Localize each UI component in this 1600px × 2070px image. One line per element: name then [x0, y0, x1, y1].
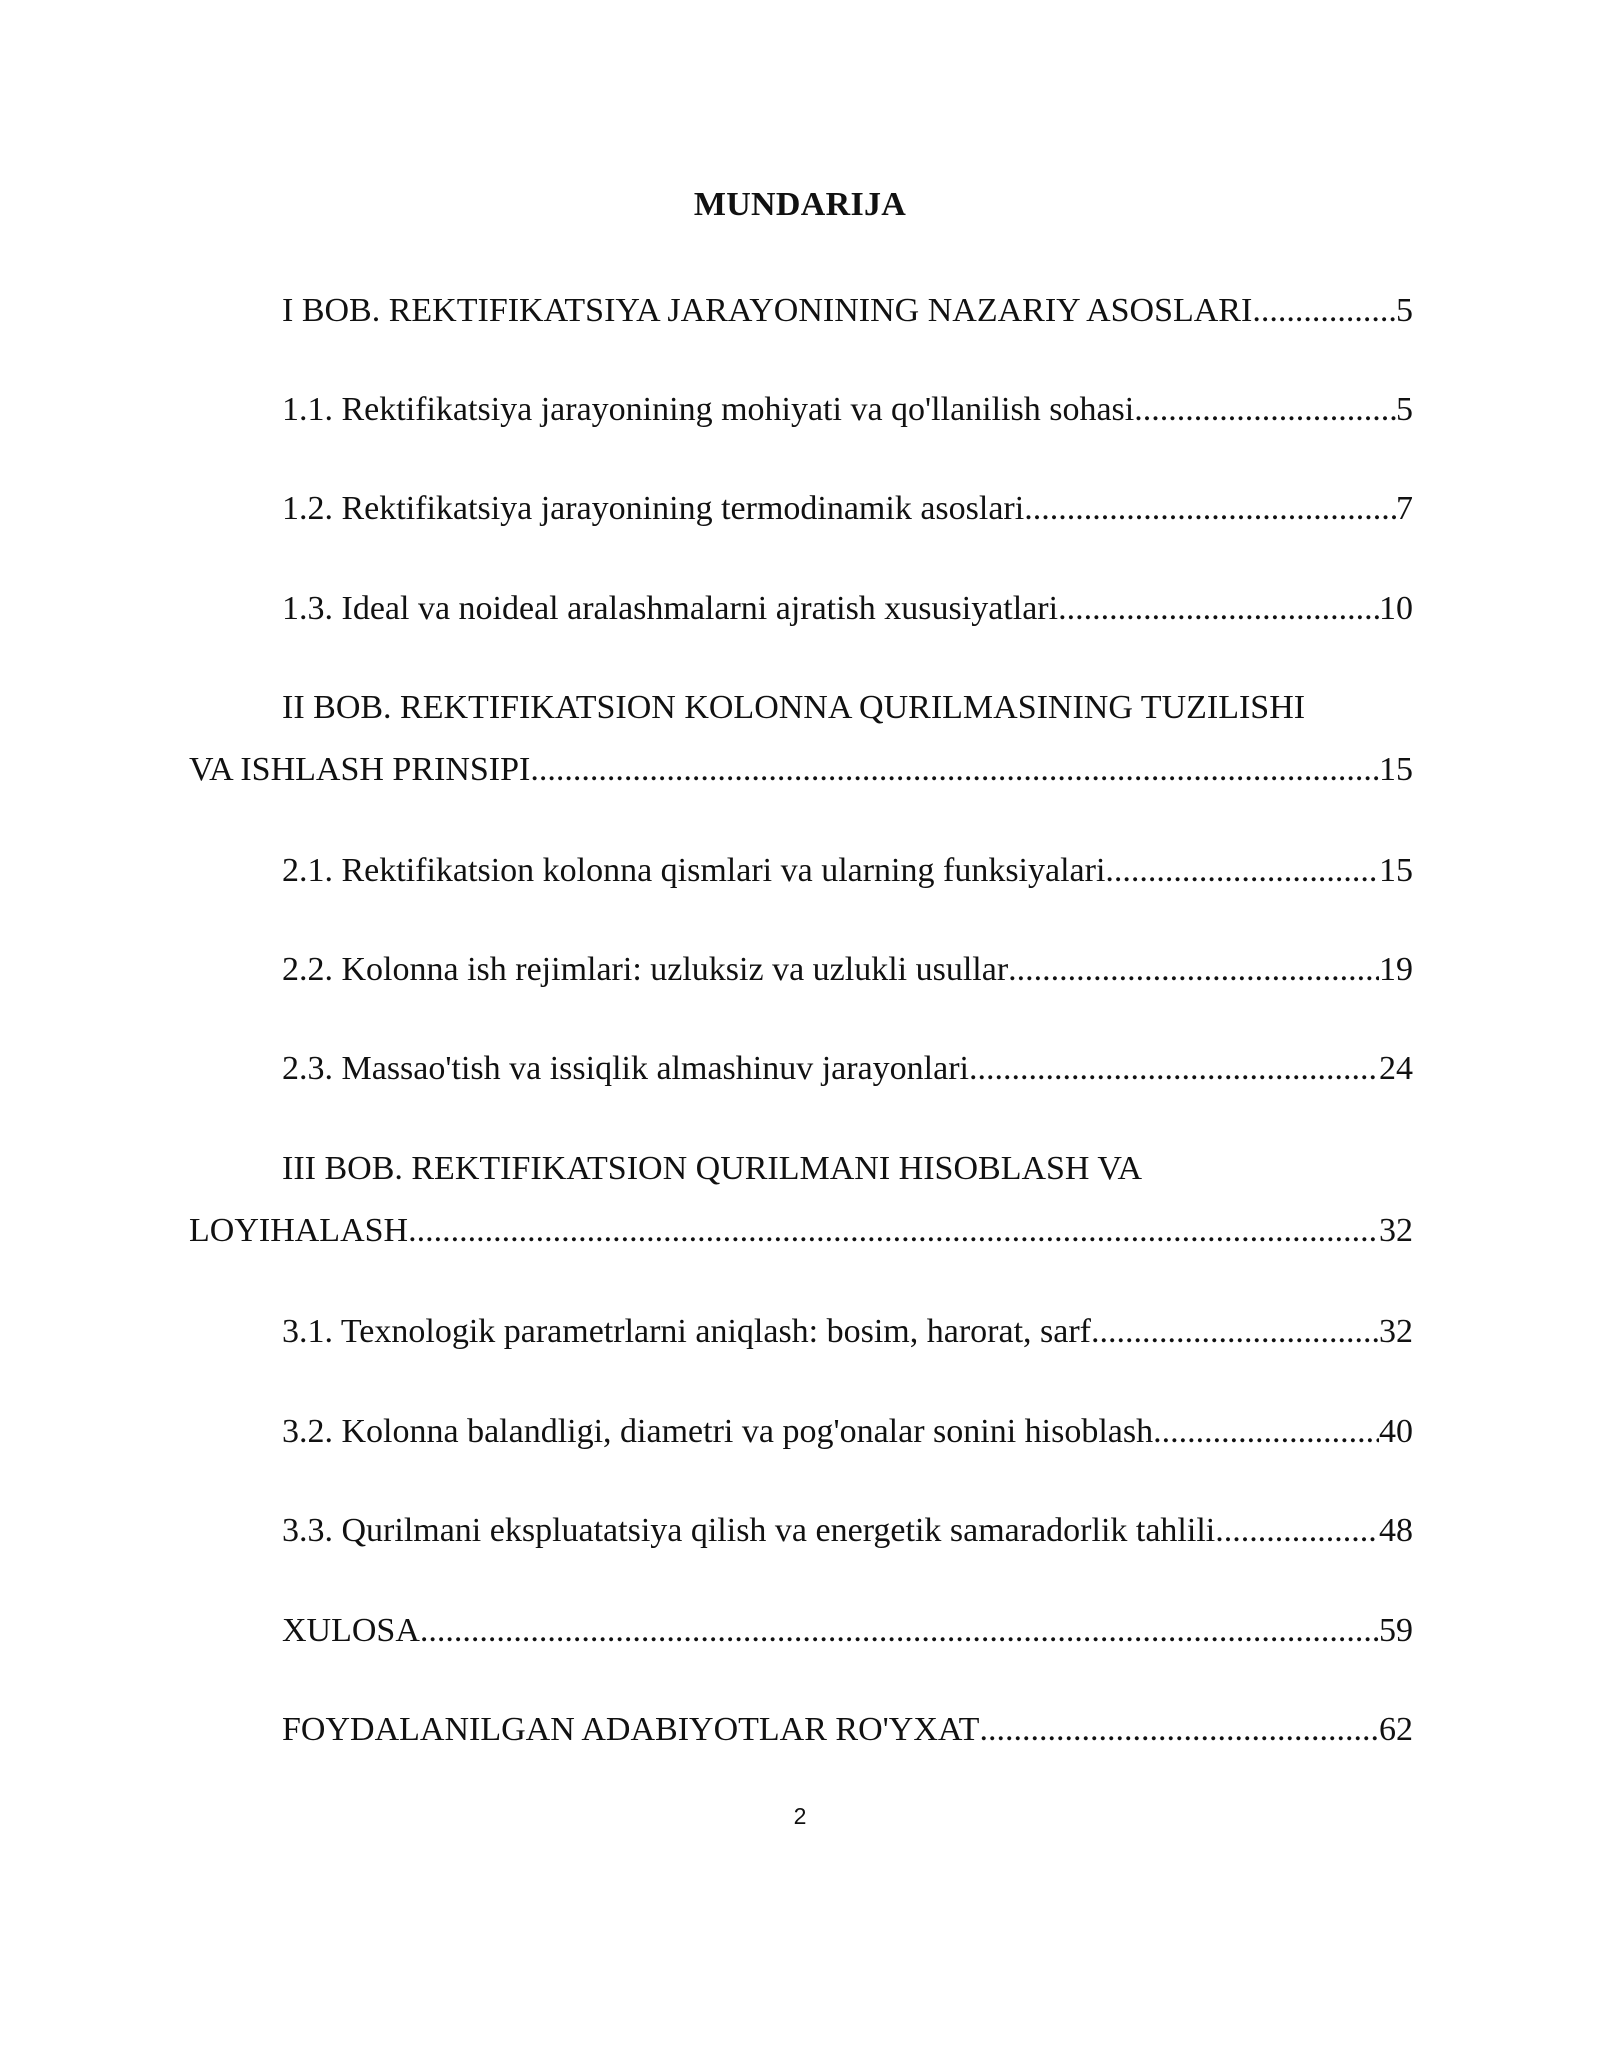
toc-page-number: 24 [1379, 1050, 1413, 1087]
page-footer-number: 2 [793, 1803, 807, 1829]
toc-entry-title: I BOB. REKTIFIKATSIYA JARAYONINING NAZARIY ASOSLARI [282, 292, 1253, 329]
toc-entry-title: 2.3. Massao'tish va issiqlik almashinuv jarayonlari [282, 1050, 969, 1087]
toc-entry-title: 3.1. Texnologik parametrlarni aniqlash: bosim, harorat, sarf [282, 1313, 1091, 1350]
toc-entry-title: 2.1. Rektifikatsion kolonna qismlari va ularning funksiyalari [282, 852, 1106, 889]
toc-entry-section-3-1 [189, 1309, 1413, 1355]
toc-page-number: 15 [1379, 751, 1413, 788]
toc-entry-section-2-3 [189, 1046, 1413, 1092]
toc-page-number: 32 [1379, 1313, 1413, 1350]
toc-page-number: 40 [1379, 1413, 1413, 1450]
toc-dot-leader [530, 747, 1379, 793]
toc-dot-leader [1134, 387, 1396, 433]
toc-page-number: 5 [1396, 391, 1413, 428]
toc-dot-leader [420, 1608, 1379, 1654]
toc-entry-title-line1: II BOB. REKTIFIKATSION KOLONNA QURILMASINING TUZILISHI [282, 689, 1306, 726]
toc-dot-leader [1008, 947, 1379, 993]
toc-dot-leader [979, 1707, 1379, 1753]
toc-entry-title: 1.3. Ideal va noideal aralashmalarni ajratish xususiyatlari [282, 590, 1059, 627]
toc-entry-section-1-2 [189, 486, 1413, 532]
toc-page-number: 62 [1379, 1711, 1413, 1748]
toc-entry-title: XULOSA [282, 1612, 420, 1649]
toc-entry-section-2-1 [189, 848, 1413, 894]
toc-page-number: 5 [1396, 292, 1413, 329]
toc-entry-chapter-2 [189, 685, 1413, 793]
toc-entry-title: 3.2. Kolonna balandligi, diametri va pog'onalar sonini hisoblash [282, 1413, 1154, 1450]
toc-page-number: 32 [1379, 1212, 1413, 1249]
toc-page-number: 19 [1379, 951, 1413, 988]
toc-dot-leader [1215, 1508, 1379, 1554]
toc-entry-title: FOYDALANILGAN ADABIYOTLAR RO'YXAT [282, 1711, 980, 1748]
toc-entry-chapter-3 [189, 1146, 1413, 1254]
toc-entry-title: 2.2. Kolonna ish rejimlari: uzluksiz va uzlukli usullar [282, 951, 1009, 988]
toc-dot-leader [969, 1046, 1379, 1092]
toc-dot-leader [1058, 586, 1379, 632]
toc-entry-title: 1.2. Rektifikatsiya jarayonining termodinamik asoslari [282, 490, 1025, 527]
toc-page-number: 59 [1379, 1612, 1413, 1649]
toc-dot-leader [1024, 486, 1396, 532]
toc-dot-leader [1153, 1409, 1379, 1455]
toc-entry-title: 1.1. Rektifikatsiya jarayonining mohiyati va qo'llanilish sohasi [282, 391, 1135, 428]
toc-page-number: 48 [1379, 1512, 1413, 1549]
toc-entry-references [189, 1707, 1413, 1753]
toc-entry-section-1-3 [189, 586, 1413, 632]
toc-entry-section-1-1 [189, 387, 1413, 433]
toc-dot-leader [408, 1208, 1379, 1254]
toc-entry-section-3-3 [189, 1508, 1413, 1554]
toc-entry-section-3-2 [189, 1409, 1413, 1455]
toc-dot-leader [1252, 288, 1396, 334]
toc-entry-title-line2: VA ISHLASH PRINSIPI [189, 751, 531, 788]
toc-entry-chapter-1 [189, 288, 1413, 334]
page-title: MUNDARIJA [693, 186, 907, 223]
toc-page-number: 7 [1396, 490, 1413, 527]
toc-page-number: 10 [1379, 590, 1413, 627]
toc-entry-section-2-2 [189, 947, 1413, 993]
toc-entry-title: 3.3. Qurilmani ekspluatatsiya qilish va energetik samaradorlik tahlili [282, 1512, 1216, 1549]
toc-page-number: 15 [1379, 852, 1413, 889]
toc-dot-leader [1105, 848, 1379, 894]
toc-entry-title-line2: LOYIHALASH [189, 1212, 409, 1249]
toc-entry-conclusion [189, 1608, 1413, 1654]
toc-entry-title-line1: III BOB. REKTIFIKATSION QURILMANI HISOBLASH VA [282, 1150, 1143, 1187]
toc-dot-leader [1091, 1309, 1379, 1355]
